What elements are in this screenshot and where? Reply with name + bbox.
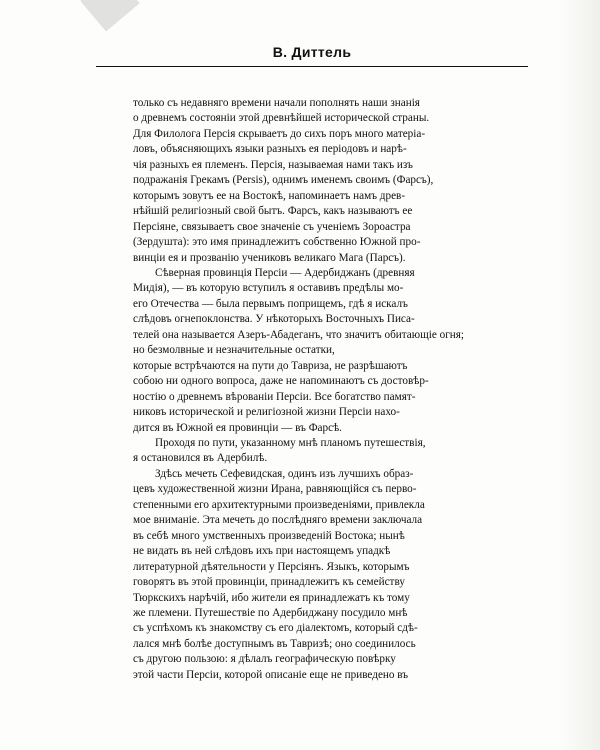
text-line: слѣдовъ огнепоклонства. У нѣкоторыхъ Восточныхъ Писа- xyxy=(133,313,415,326)
page-header xyxy=(96,38,528,67)
text-line: литературной дѣятельности у Персіянъ. Языкъ, которымъ xyxy=(133,560,410,573)
text-line: съ другою пользою: я дѣлалъ географическую повѣрку xyxy=(133,653,396,666)
text-line: мое вниманіе. Эта мечеть до послѣдняго времени заключала xyxy=(133,514,423,527)
text-line: этой части Персіи, которой описаніе еще не приведено въ xyxy=(133,668,409,681)
text-line: Сѣверная провинція Персіи — Адербиджанъ (древняя xyxy=(155,266,415,279)
text-line: но безмолвные и незначительные остатки, xyxy=(133,344,335,357)
text-line: Для Филолога Персія скрываетъ до сихъ поръ много матеріа- xyxy=(133,127,426,140)
text-line: подражанія Грекамъ (Persis), однимъ именемъ своимъ (Фарсъ), xyxy=(133,174,434,187)
scan-corner-mark xyxy=(80,0,139,31)
text-line: нѣйшій религіозный свой бытъ. Фарсъ, какъ называютъ ее xyxy=(133,205,413,218)
text-line: ловъ, объясняющихъ языки разныхъ ея періодовъ и нарѣ- xyxy=(133,143,407,156)
text-line: чія разныхъ ея племенъ. Персія, называемая нами такъ изъ xyxy=(133,158,413,171)
text-line: Здѣсь мечеть Сефевидская, одинъ изъ лучшихъ образ- xyxy=(155,467,414,480)
text-line: никовъ исторической и религіозной жизни Персіи нахо- xyxy=(133,406,400,419)
text-line: дится въ Южной ея провинціи — въ Фарсѣ. xyxy=(133,421,342,434)
text-line: (Зердушта): это имя принадлежитъ собственно Южной про- xyxy=(133,236,421,249)
paragraph-1 xyxy=(133,96,503,266)
text-line: ностію о древнемъ вѣрованіи Персіи. Все богатство памят- xyxy=(133,390,416,403)
text-line: Мидія), — въ которую вступилъ я оставивъ предѣлы мо- xyxy=(133,282,404,295)
text-line: Тюркскихъ нарѣчій, ибо жители ея принадлежатъ къ тому xyxy=(133,591,410,604)
text-line: Персіяне, связываетъ свое значеніе съ ученіемъ Зороастра xyxy=(133,220,411,233)
text-line: не видать въ ней слѣдовъ ихъ при настоящемъ упадкѣ xyxy=(133,545,391,558)
text-line: собою ни одного вопроса, даже не напоминаютъ съ достовѣр- xyxy=(133,375,429,388)
page-edge-shadow xyxy=(560,0,600,750)
paragraph-4 xyxy=(133,467,503,683)
text-line: же племени. Путешествіе по Адербиджану посудило мнѣ xyxy=(133,606,408,619)
text-line: которымъ зовутъ ее на Востокѣ, напоминаетъ намъ древ- xyxy=(133,189,406,202)
text-line: лался мнѣ болѣе доступнымъ въ Тавризѣ; оно соединилось xyxy=(133,637,416,650)
text-line: говорятъ въ этой провинціи, принадлежитъ къ семейству xyxy=(133,576,405,589)
text-line: Проходя по пути, указанному мнѣ планомъ путешествія, xyxy=(155,436,426,449)
text-line: я остановился въ Адербилѣ. xyxy=(133,452,268,465)
text-line: винціи ея и прозванію учениковъ великаго Мага (Парсъ). xyxy=(133,251,406,264)
paragraph-3 xyxy=(133,436,503,467)
body-text xyxy=(133,96,503,683)
text-line: степенными его архитектурными произведеніями, привлекла xyxy=(133,498,425,511)
text-line: съ успѣхомъ къ знакомству съ его діалектомъ, который сдѣ- xyxy=(133,622,418,635)
text-line: только съ недавняго времени начали пополнять наши знанія xyxy=(133,97,420,109)
text-line: которые встрѣчаются на пути до Тавриза, не разрѣшаютъ xyxy=(133,359,408,372)
text-line: о древнемъ состояніи этой древнѣйшей исторической страны. xyxy=(133,112,430,125)
text-line: его Отечества — была первымъ поприщемъ, гдѣ я искалъ xyxy=(133,297,408,310)
text-line: цевъ художественной жизни Ирана, равняющійся съ перво- xyxy=(133,483,417,496)
paragraph-2 xyxy=(133,266,503,436)
text-line: въ себѣ много умственныхъ произведеній Востока; нынѣ xyxy=(133,529,405,542)
running-head: В. Диттель xyxy=(272,44,352,60)
text-line: телей она называется Азеръ-Абадеганъ, что значитъ обитающіе огня; xyxy=(133,328,465,341)
